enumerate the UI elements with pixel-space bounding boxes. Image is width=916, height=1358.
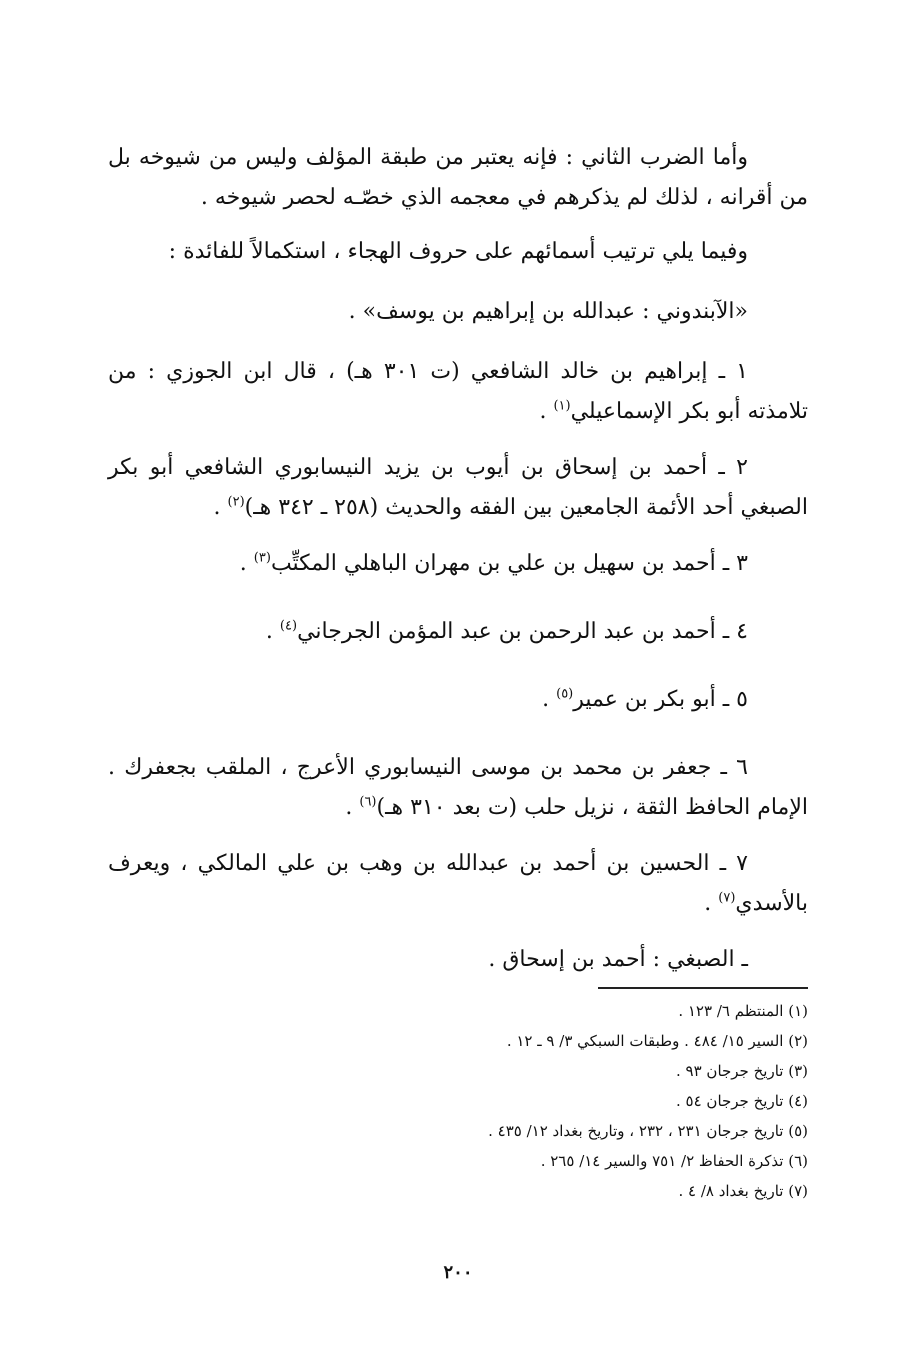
entry-5: [108, 680, 808, 720]
footnote-5: (٥) تاريخ جرجان ٢٣١ ، ٢٣٢ ، وتاريخ بغداد ١٢/ ٤٣٥ .: [488, 1122, 808, 1140]
cross-reference-sibghi: ـ الصبغي : أحمد بن إسحاق .: [488, 947, 748, 972]
footnote-6: (٦) تذكرة الحفاظ ٢/ ٧٥١ والسير ١٤/ ٢٦٥ .: [540, 1152, 808, 1170]
page-number: ٢٠٠: [443, 1262, 473, 1283]
footnote-marker: (٦): [359, 794, 377, 810]
entry-end: .: [539, 399, 554, 424]
footnote-marker: (٥): [556, 686, 574, 702]
entry-text: ٥ ـ أبو بكر بن عمير: [573, 687, 748, 712]
entry-end: .: [704, 891, 719, 916]
entry-text: ٣ ـ أحمد بن سهيل بن علي بن مهران الباهلي المكتِّب: [270, 551, 748, 576]
entry-4: [108, 612, 808, 652]
entry-text: ١ ـ إبراهيم بن خالد الشافعي (ت ٣٠١ هـ) ، قال ابن الجوزي : من تلامذته أبو بكر الإسماعيلي: [108, 359, 808, 424]
entry-end: .: [213, 495, 228, 520]
entry-text: ٦ ـ جعفر بن محمد بن موسى النيسابوري الأعرج ، الملقب بجعفرك . الإمام الحافظ الثقة ، نزيل حلب (ت بعد ٣١٠ هـ): [108, 755, 808, 820]
footnote-marker: (٣): [253, 550, 271, 566]
footnote-7: (٧) تاريخ بغداد ٨/ ٤ .: [678, 1182, 808, 1200]
entry-end: .: [542, 687, 557, 712]
footnote-4: (٤) تاريخ جرجان ٥٤ .: [675, 1092, 808, 1110]
intro-paragraph: وأما الضرب الثاني : فإنه يعتبر من طبقة المؤلف وليس من شيوخه بل من أقرانه ، لذلك لم يذكرهم في معجمه الذي خصّـه لحصر شيوخه .: [108, 145, 808, 210]
footnote-1: (١) المنتظم ٦/ ١٢٣ .: [678, 1002, 808, 1020]
footnote-2: (٢) السير ١٥/ ٤٨٤ . وطبقات السبكي ٣/ ٩ ـ ١٢ .: [506, 1032, 808, 1050]
footnote-divider: [598, 987, 808, 989]
footnote-3: (٣) تاريخ جرجان ٩٣ .: [675, 1062, 808, 1080]
cross-reference-abandouni: «الآبندوني : عبدالله بن إبراهيم بن يوسف» .: [348, 299, 748, 324]
entry-3: [108, 544, 808, 584]
entry-text: ٧ ـ الحسين بن أحمد بن عبدالله بن وهب بن علي المالكي ، ويعرف بالأسدي: [108, 851, 808, 916]
entry-7: [108, 844, 808, 924]
entry-text: ٢ ـ أحمد بن إسحاق بن أيوب بن يزيد النيسابوري الشافعي أبو بكر الصبغي أحد الأئمة الجامعين بين الفقه والحديث (٢٥٨ ـ ٣٤٢ هـ): [108, 455, 808, 520]
entry-6: [108, 748, 808, 828]
main-text: [108, 138, 808, 996]
footnote-marker: (٤): [279, 618, 298, 634]
ordering-note: وفيما يلي ترتيب أسمائهم على حروف الهجاء ، استكمالاً للفائدة :: [168, 239, 748, 264]
footnote-marker: (٧): [718, 890, 736, 906]
entry-end: .: [239, 551, 254, 576]
entry-end: .: [265, 619, 280, 644]
entry-2: [108, 448, 808, 528]
footnote-marker: (٢): [227, 494, 245, 510]
entry-text: ٤ ـ أحمد بن عبد الرحمن بن عبد المؤمن الجرجاني: [297, 619, 748, 644]
footnote-marker: (١): [553, 398, 571, 414]
entry-1: [108, 352, 808, 432]
entry-end: .: [345, 795, 360, 820]
footnotes: [108, 996, 808, 1206]
